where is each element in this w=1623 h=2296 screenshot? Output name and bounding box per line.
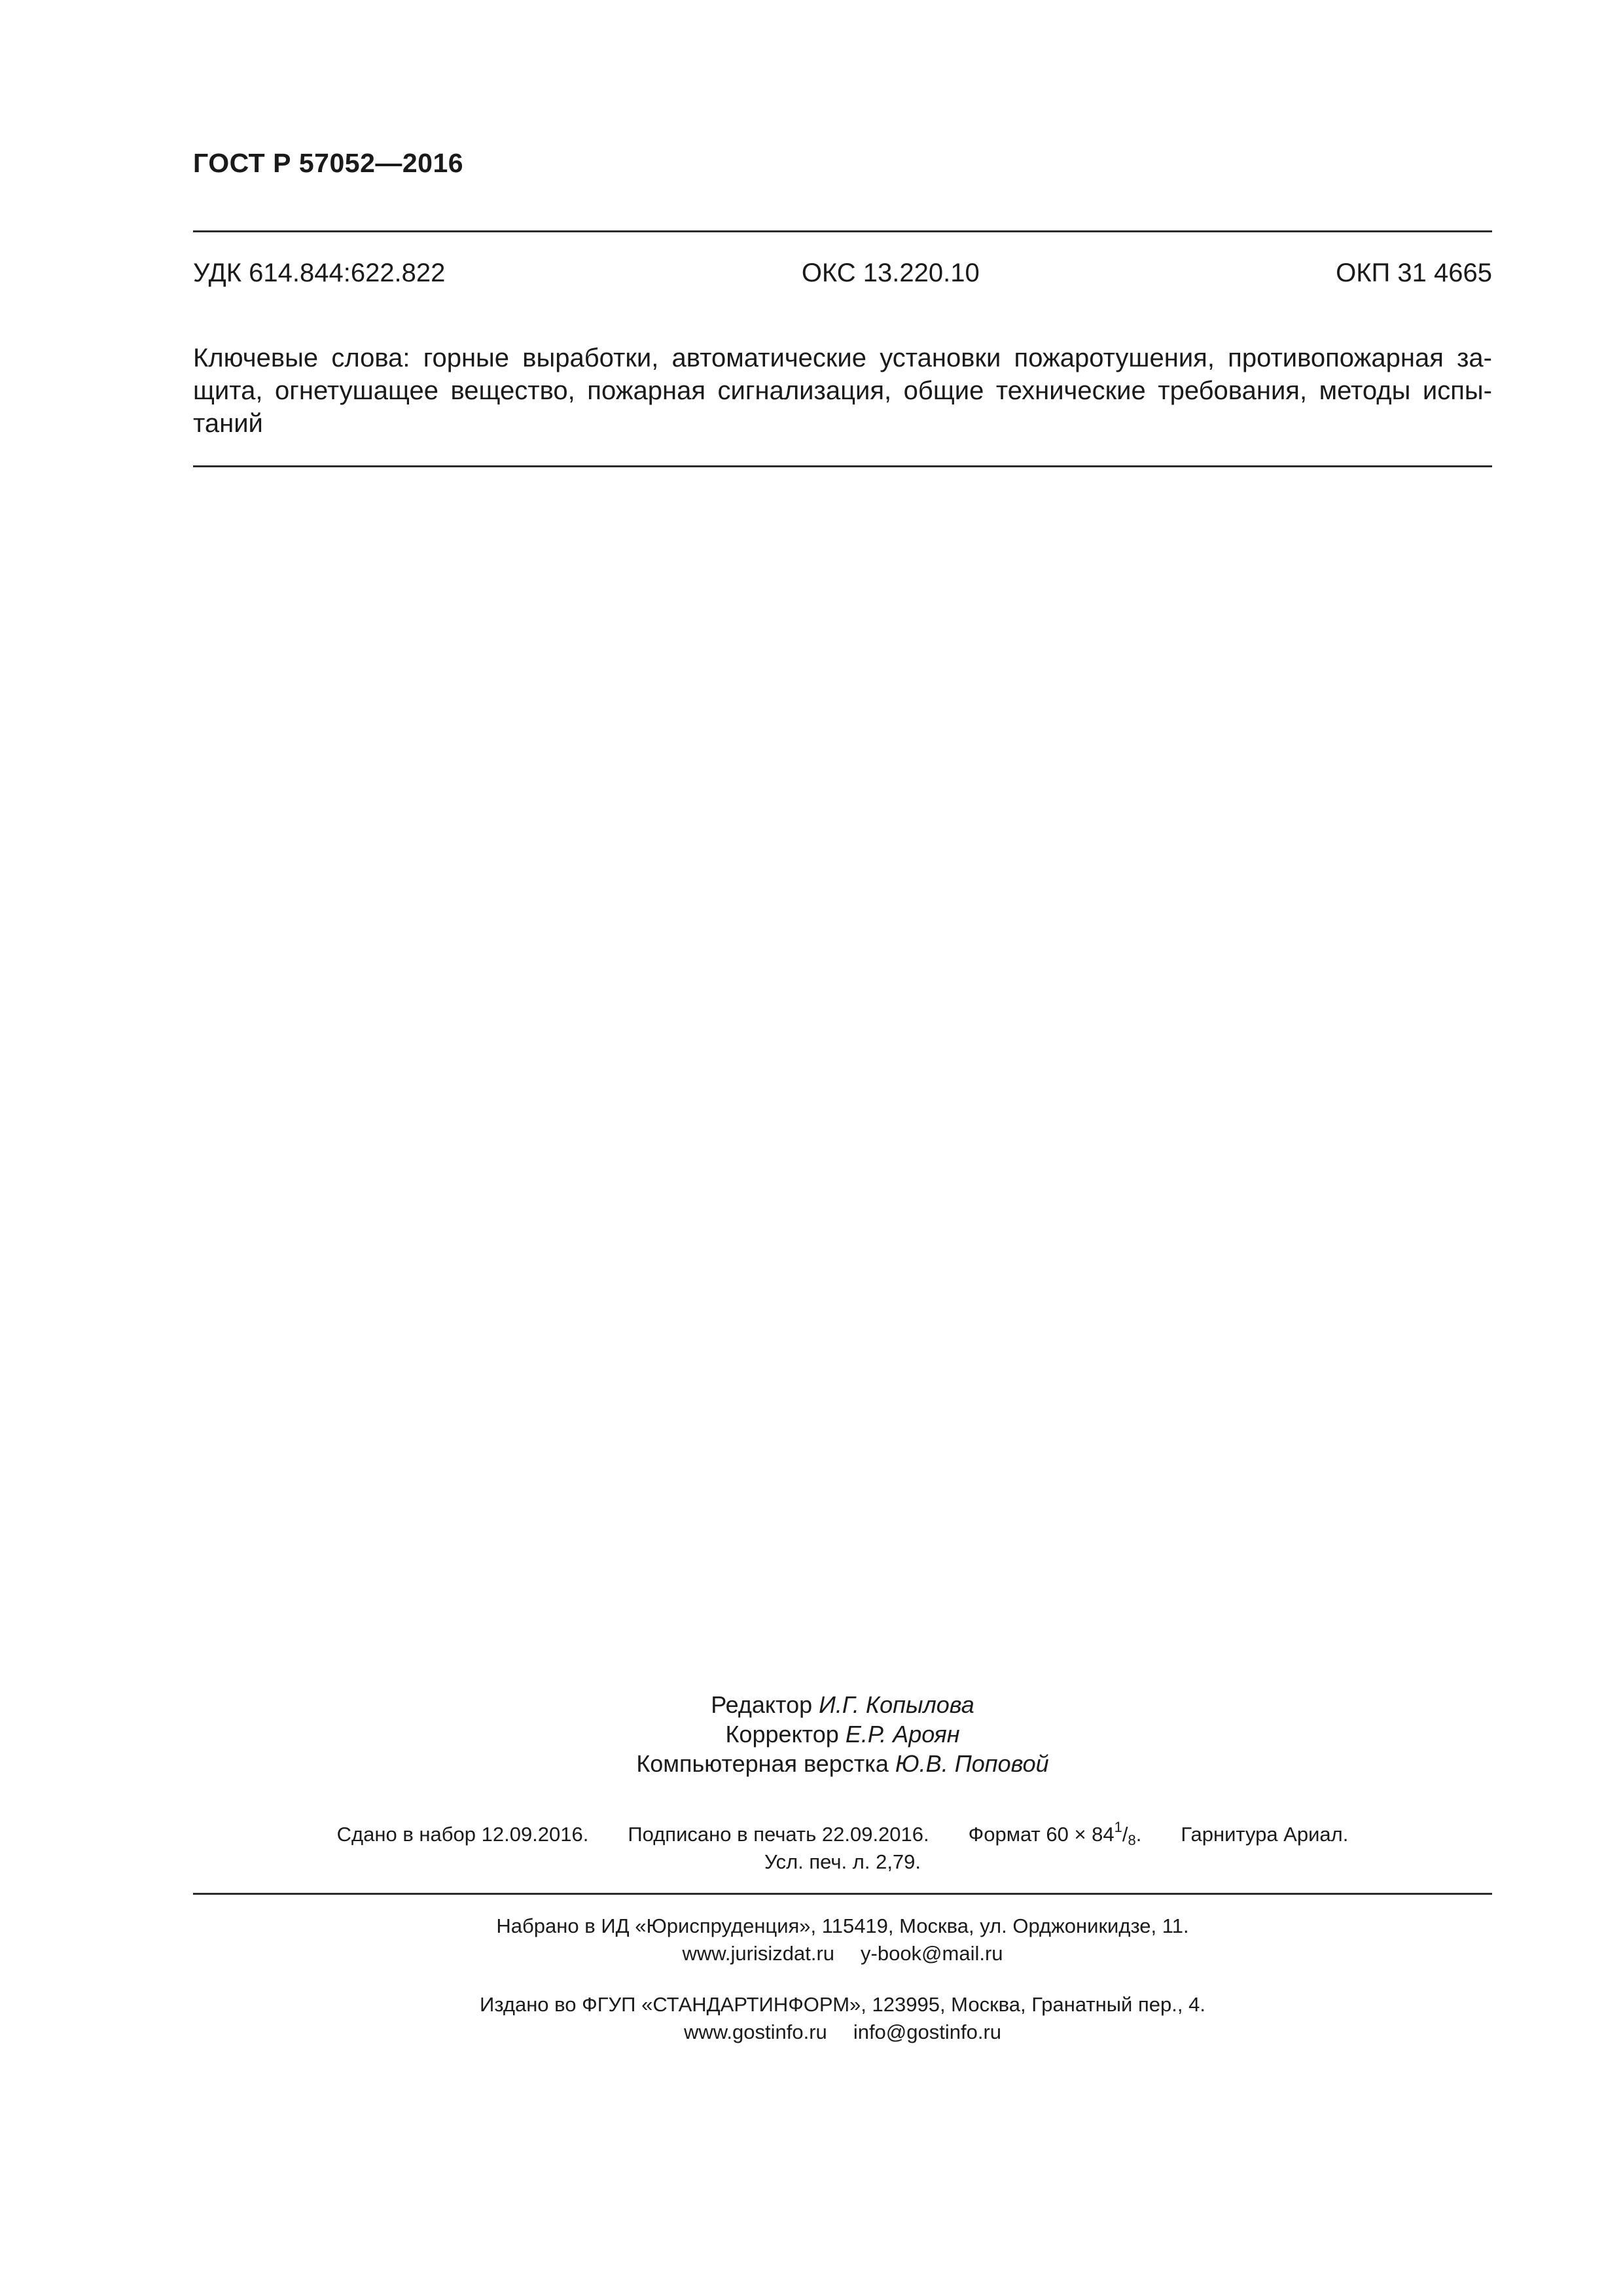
keywords-line: Ключевые слова: горные выработки, автоматические установки пожаротушения, противопожарная за- [193, 344, 1492, 372]
typeface: Гарнитура Ариал. [1181, 1823, 1349, 1846]
keywords-line: таний [193, 409, 263, 438]
publisher-block [193, 1991, 1492, 2046]
corrector-role: Корректор [725, 1721, 839, 1748]
top-divider [193, 230, 1492, 232]
editor-role: Редактор [711, 1691, 813, 1718]
layout-role: Компьютерная верстка [636, 1750, 889, 1777]
udk-code: УДК 614.844:622.822 [193, 259, 446, 287]
corrector-line [193, 1719, 1492, 1749]
okp-code: ОКП 31 4665 [1336, 259, 1492, 287]
classification-row [193, 259, 1492, 288]
signed-date: Подписано в печать 22.09.2016. [628, 1823, 929, 1846]
typesetter-email[interactable]: y-book@mail.ru [861, 1942, 1003, 1965]
paper-format: Формат $60 \times 84^1/_8$. [968, 1819, 1142, 1848]
publisher-address: Издано во ФГУП «СТАНДАРТИНФОРМ», 123995, Москва, Гранатный пер., 4. [480, 1993, 1205, 2016]
corrector-name: Е.Р. Ароян [845, 1721, 960, 1748]
editor-line [193, 1690, 1492, 1719]
publisher-website[interactable]: www.gostinfo.ru [683, 2020, 827, 2043]
typesetter-address: Набрано в ИД «Юриспруденция», 115419, Москва, ул. Орджоникидзе, 11. [496, 1914, 1189, 1937]
oks-code: ОКС 13.220.10 [801, 259, 980, 287]
publisher-contacts [193, 2018, 1492, 2046]
credits-block [193, 1690, 1492, 1778]
print-info-line [193, 1821, 1492, 1848]
keywords-divider [193, 465, 1492, 467]
keywords-line: щита, огнетушащее вещество, пожарная сигнализация, общие технические требования, методы испы- [193, 376, 1492, 405]
typesetter-contacts [193, 1940, 1492, 1967]
print-info [193, 1821, 1492, 1876]
layout-name: Ю.В. Поповой [895, 1750, 1049, 1777]
publisher-divider [193, 1893, 1492, 1895]
layout-line [193, 1749, 1492, 1778]
typesetter-website[interactable]: www.jurisizdat.ru [682, 1942, 835, 1965]
editor-name: И.Г. Копылова [819, 1691, 974, 1718]
document-code: ГОСТ Р 57052—2016 [193, 148, 464, 178]
typesetter-block [193, 1912, 1492, 1967]
keywords-block [193, 342, 1492, 440]
printed-sheets: Усл. печ. л. 2,79. [764, 1850, 921, 1873]
publisher-email[interactable]: info@gostinfo.ru [853, 2020, 1002, 2043]
typeset-date: Сдано в набор 12.09.2016. [336, 1823, 589, 1846]
